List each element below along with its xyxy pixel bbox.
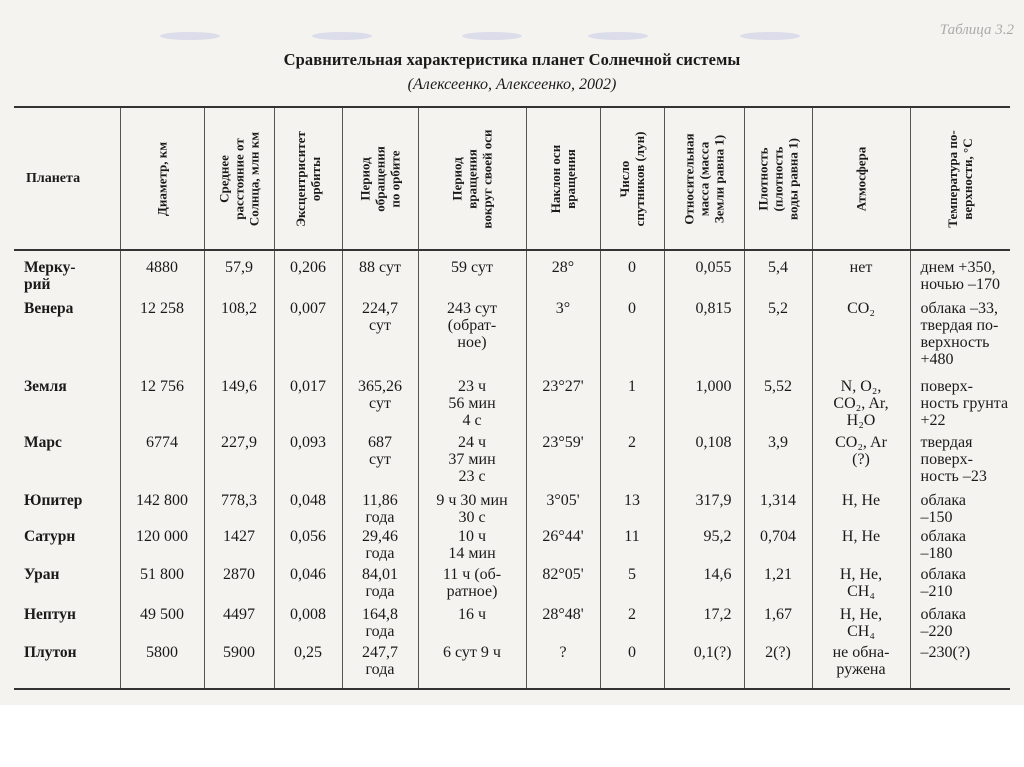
cell-relative-mass: 0,1(?) <box>664 642 744 688</box>
cell-distance: 108,2 <box>204 298 274 376</box>
cell-moons: 0 <box>600 250 664 298</box>
cell-eccentricity: 0,25 <box>274 642 342 688</box>
cell-temperature: облака –33, твердая по- верхность +480 <box>910 298 1010 376</box>
cell-axial-tilt: 3°05' <box>526 490 600 526</box>
cell-temperature: днем +350, ночью –170 <box>910 250 1010 298</box>
cell-diameter: 12 258 <box>120 298 204 376</box>
cell-rotation-period: 16 ч <box>418 604 526 642</box>
cell-atmosphere: H, He <box>812 490 910 526</box>
cell-atmosphere: H, He, CH₄ <box>812 564 910 604</box>
cell-eccentricity: 0,017 <box>274 376 342 432</box>
cell-relative-mass: 0,055 <box>664 250 744 298</box>
cell-eccentricity: 0,048 <box>274 490 342 526</box>
cell-relative-mass: 317,9 <box>664 490 744 526</box>
cell-planet: Венера <box>14 298 120 376</box>
cell-orbital-period: 11,86 года <box>342 490 418 526</box>
cell-moons: 0 <box>600 642 664 688</box>
cell-atmosphere: CO₂ <box>812 298 910 376</box>
header-density: Плотность (плотность воды равна 1) <box>744 108 812 250</box>
cell-planet: Земля <box>14 376 120 432</box>
cell-temperature: твердая поверх- ность –23 <box>910 432 1010 490</box>
cell-distance: 1427 <box>204 526 274 564</box>
cell-distance: 4497 <box>204 604 274 642</box>
cell-eccentricity: 0,093 <box>274 432 342 490</box>
cell-density: 5,2 <box>744 298 812 376</box>
cell-diameter: 6774 <box>120 432 204 490</box>
header-distance: Среднее расстояние от Солнца, млн км <box>204 108 274 250</box>
cell-planet: Юпитер <box>14 490 120 526</box>
planet-row <box>14 642 1010 688</box>
planet-row <box>14 604 1010 642</box>
cell-density: 2(?) <box>744 642 812 688</box>
document-title: Сравнительная характеристика планет Солнечной системы <box>283 50 741 69</box>
table-number-label: Таблица 3.2 <box>939 22 1014 38</box>
cell-moons: 2 <box>600 604 664 642</box>
cell-axial-tilt: 23°27' <box>526 376 600 432</box>
header-relative-mass: Относительная масса (масса Земли равна 1) <box>664 108 744 250</box>
cell-axial-tilt: 23°59' <box>526 432 600 490</box>
cell-planet: Уран <box>14 564 120 604</box>
cell-relative-mass: 17,2 <box>664 604 744 642</box>
cell-atmosphere: N, O₂, CO₂, Ar, H₂O <box>812 376 910 432</box>
cell-rotation-period: 24 ч 37 мин 23 с <box>418 432 526 490</box>
cell-atmosphere: H, He <box>812 526 910 564</box>
cell-orbital-period: 247,7 года <box>342 642 418 688</box>
cell-axial-tilt: 28°48' <box>526 604 600 642</box>
planet-row <box>14 564 1010 604</box>
cell-rotation-period: 11 ч (об- ратное) <box>418 564 526 604</box>
scan-artifact <box>160 32 220 40</box>
cell-eccentricity: 0,046 <box>274 564 342 604</box>
cell-distance: 778,3 <box>204 490 274 526</box>
cell-relative-mass: 1,000 <box>664 376 744 432</box>
cell-eccentricity: 0,007 <box>274 298 342 376</box>
cell-diameter: 12 756 <box>120 376 204 432</box>
cell-orbital-period: 164,8 года <box>342 604 418 642</box>
cell-atmosphere: H, He, CH₄ <box>812 604 910 642</box>
cell-atmosphere: не обна- ружена <box>812 642 910 688</box>
cell-orbital-period: 29,46 года <box>342 526 418 564</box>
planets-table <box>14 108 1010 688</box>
header-axial-tilt: Наклон оси вращения <box>526 108 600 250</box>
cell-temperature: облака –220 <box>910 604 1010 642</box>
cell-temperature: облака –210 <box>910 564 1010 604</box>
planet-row <box>14 250 1010 298</box>
scan-artifact <box>588 32 648 40</box>
cell-axial-tilt: 3° <box>526 298 600 376</box>
cell-distance: 5900 <box>204 642 274 688</box>
cell-distance: 149,6 <box>204 376 274 432</box>
cell-eccentricity: 0,008 <box>274 604 342 642</box>
cell-density: 1,21 <box>744 564 812 604</box>
cell-moons: 5 <box>600 564 664 604</box>
cell-temperature: облака –180 <box>910 526 1010 564</box>
cell-rotation-period: 243 сут (обрат- ное) <box>418 298 526 376</box>
cell-temperature: облака –150 <box>910 490 1010 526</box>
cell-relative-mass: 0,815 <box>664 298 744 376</box>
scan-artifact <box>462 32 522 40</box>
header-rotation-period: Период вращения вокруг своей оси <box>418 108 526 250</box>
cell-density: 5,52 <box>744 376 812 432</box>
cell-rotation-period: 10 ч 14 мин <box>418 526 526 564</box>
cell-rotation-period: 6 сут 9 ч <box>418 642 526 688</box>
header-diameter: Диаметр, км <box>120 108 204 250</box>
cell-planet: Марс <box>14 432 120 490</box>
cell-moons: 0 <box>600 298 664 376</box>
header-moons: Число спутников (лун) <box>600 108 664 250</box>
cell-diameter: 120 000 <box>120 526 204 564</box>
cell-moons: 1 <box>600 376 664 432</box>
cell-diameter: 5800 <box>120 642 204 688</box>
cell-relative-mass: 0,108 <box>664 432 744 490</box>
cell-diameter: 4880 <box>120 250 204 298</box>
cell-relative-mass: 95,2 <box>664 526 744 564</box>
cell-relative-mass: 14,6 <box>664 564 744 604</box>
cell-moons: 2 <box>600 432 664 490</box>
cell-distance: 2870 <box>204 564 274 604</box>
header-orbital-period: Период обращения по орбите <box>342 108 418 250</box>
planet-row <box>14 376 1010 432</box>
planet-row <box>14 298 1010 376</box>
cell-diameter: 49 500 <box>120 604 204 642</box>
planet-row <box>14 490 1010 526</box>
cell-moons: 13 <box>600 490 664 526</box>
cell-atmosphere: CO₂, Ar (?) <box>812 432 910 490</box>
cell-atmosphere: нет <box>812 250 910 298</box>
scan-artifact <box>312 32 372 40</box>
scan-artifact <box>740 32 800 40</box>
header-planet: Планета <box>14 108 120 250</box>
header-temperature: Температура по- верхности, °С <box>910 108 1010 250</box>
cell-orbital-period: 88 сут <box>342 250 418 298</box>
header-atmosphere: Атмосфера <box>812 108 910 250</box>
cell-planet: Нептун <box>14 604 120 642</box>
cell-axial-tilt: 28° <box>526 250 600 298</box>
cell-axial-tilt: 26°44' <box>526 526 600 564</box>
cell-eccentricity: 0,206 <box>274 250 342 298</box>
cell-density: 3,9 <box>744 432 812 490</box>
cell-diameter: 51 800 <box>120 564 204 604</box>
cell-temperature: поверх- ность грунта +22 <box>910 376 1010 432</box>
document-subtitle: (Алексеенко, Алексеенко, 2002) <box>407 76 617 93</box>
cell-axial-tilt: 82°05' <box>526 564 600 604</box>
cell-distance: 57,9 <box>204 250 274 298</box>
cell-density: 1,314 <box>744 490 812 526</box>
cell-distance: 227,9 <box>204 432 274 490</box>
cell-rotation-period: 59 сут <box>418 250 526 298</box>
header-eccentricity: Эксцентриситет орбиты <box>274 108 342 250</box>
cell-diameter: 142 800 <box>120 490 204 526</box>
table-bottom-rule <box>14 688 1010 690</box>
cell-density: 5,4 <box>744 250 812 298</box>
cell-moons: 11 <box>600 526 664 564</box>
planet-row <box>14 526 1010 564</box>
cell-rotation-period: 9 ч 30 мин 30 с <box>418 490 526 526</box>
cell-temperature: –230(?) <box>910 642 1010 688</box>
cell-density: 0,704 <box>744 526 812 564</box>
cell-planet: Мерку- рий <box>14 250 120 298</box>
cell-orbital-period: 687 сут <box>342 432 418 490</box>
cell-orbital-period: 224,7 сут <box>342 298 418 376</box>
cell-density: 1,67 <box>744 604 812 642</box>
cell-rotation-period: 23 ч 56 мин 4 с <box>418 376 526 432</box>
cell-axial-tilt: ? <box>526 642 600 688</box>
cell-planet: Сатурн <box>14 526 120 564</box>
cell-planet: Плутон <box>14 642 120 688</box>
planet-row <box>14 432 1010 490</box>
table-header-row <box>14 108 1010 250</box>
cell-eccentricity: 0,056 <box>274 526 342 564</box>
cell-orbital-period: 84,01 года <box>342 564 418 604</box>
cell-orbital-period: 365,26 сут <box>342 376 418 432</box>
